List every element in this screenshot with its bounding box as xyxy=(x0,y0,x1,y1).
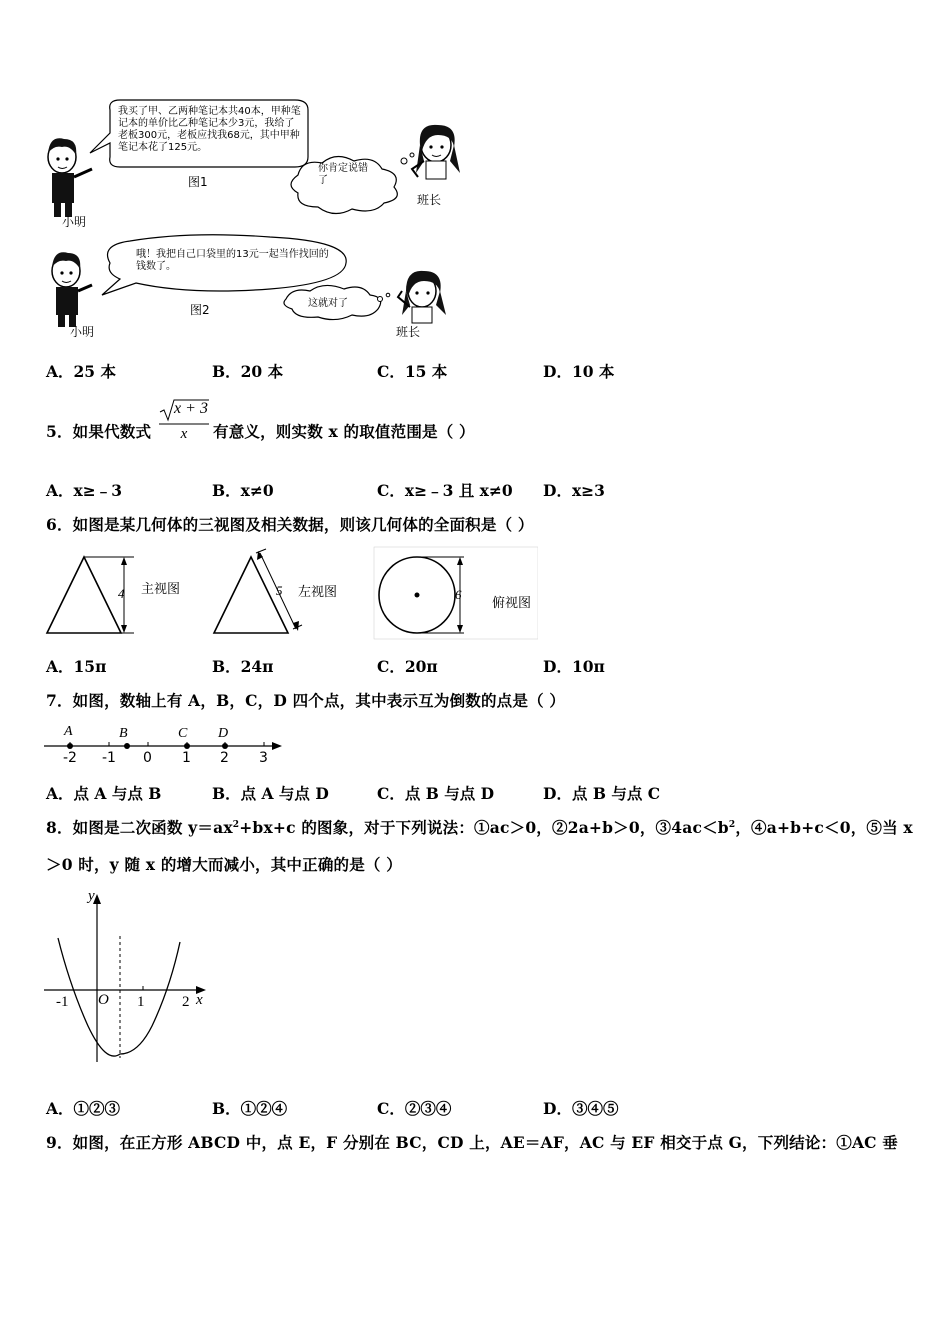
point-b-label: B xyxy=(119,726,128,741)
q5-denominator: x xyxy=(180,426,188,442)
q7-option-d: D．点 B 与点 C xyxy=(543,784,661,803)
tick-label: 2 xyxy=(220,750,229,766)
q5-option-d: D．x≥3 xyxy=(543,481,605,500)
q5-option-b: B．x≠0 xyxy=(212,481,274,500)
q8-option-a: A．①②③ xyxy=(46,1099,121,1118)
q5-numerator: x + 3 xyxy=(174,400,208,417)
top-dim-label: 6 xyxy=(455,587,462,602)
q8-line1-b: +bx+c 的图象，对于下列说法：①ac＞0，②2a+b＞0，③4ac＜b xyxy=(239,818,729,837)
q8-parabola-graph xyxy=(40,886,220,1066)
left-view-label: 左视图 xyxy=(298,585,338,600)
q8-option-d: D．③④⑤ xyxy=(543,1099,619,1118)
q6-three-views xyxy=(44,545,538,641)
q5-option-a: A．x≥﹣3 xyxy=(46,481,123,500)
q5-prefix: 5．如果代数式 xyxy=(46,422,152,441)
q5-option-c: C．x≥﹣3 且 x≠0 xyxy=(377,481,513,500)
parabola-drawing xyxy=(40,886,220,1066)
q4-option-a: A．25 本 xyxy=(46,362,116,381)
fig2-monitor-name: 班长 xyxy=(396,325,421,339)
fig1-xiaoming-speech: 我买了甲、乙两种笔记本共40本，甲种笔记本的单价比乙种笔记本少3元，我给了老板300元，老板应找我68元，其中甲种笔记本花了125元。 xyxy=(118,106,301,153)
fig2-xiaoming-name: 小明 xyxy=(70,325,95,339)
front-view-label: 主视图 xyxy=(141,582,181,597)
tick-label: 1 xyxy=(137,994,145,1010)
point-d-label: D xyxy=(218,726,229,741)
x-axis-label: x xyxy=(196,992,203,1008)
q4-option-d: D．10 本 xyxy=(543,362,615,381)
q6-option-d: D．10π xyxy=(543,657,605,676)
tick-label: 1 xyxy=(182,750,191,766)
q8-line1-c: ，④a+b+c＜0，⑤当 x xyxy=(735,818,913,837)
q8-line1-a: 8．如图是二次函数 y＝ax xyxy=(46,818,233,837)
q6-option-c: C．20π xyxy=(377,657,438,676)
tick-label: 3 xyxy=(259,750,268,766)
q7-option-a: A．点 A 与点 B xyxy=(46,784,162,803)
left-dim-label: 5 xyxy=(276,583,283,598)
tick-label: 2 xyxy=(182,994,190,1010)
y-axis-label: y xyxy=(88,888,95,904)
point-a-label: A xyxy=(64,724,73,739)
q8-sup-1: 2 xyxy=(232,819,240,830)
q5-fraction xyxy=(157,396,211,446)
q9-stem: 9．如图，在正方形 ABCD 中，点 E，F 分别在 BC，CD 上，AE＝AF，AC 与 EF 相交于点 G，下列结论：①AC 垂 xyxy=(46,1133,899,1152)
q6-option-a: A．15π xyxy=(46,657,107,676)
left-view-triangle xyxy=(214,549,302,633)
fig2-monitor-speech: 这就对了 xyxy=(308,298,348,309)
q8-option-c: C．②③④ xyxy=(377,1099,452,1118)
tick-label: -1 xyxy=(56,994,69,1010)
tick-label: -1 xyxy=(102,750,116,766)
fig2-caption: 图2 xyxy=(190,303,210,317)
fig2-xiaoming-speech: 哦！我把自己口袋里的13元一起当作找回的钱数了。 xyxy=(136,249,329,272)
comic-figure xyxy=(40,95,470,345)
q8-line2: ＞0 时，y 随 x 的增大而减小，其中正确的是（ ） xyxy=(46,855,402,874)
q7-option-b: B．点 A 与点 D xyxy=(212,784,329,803)
fig1-monitor-speech: 你肯定说错了 xyxy=(318,163,368,186)
monitor-figure-2 xyxy=(398,271,446,323)
q8-option-b: B．①②④ xyxy=(212,1099,288,1118)
q8-line1 xyxy=(46,816,913,838)
fig1-monitor-name: 班长 xyxy=(417,193,442,207)
q5-suffix: 有意义，则实数 x 的取值范围是（ ） xyxy=(213,422,475,441)
point-c-label: C xyxy=(178,726,188,741)
fig1-caption: 图1 xyxy=(188,175,208,189)
top-view-label: 俯视图 xyxy=(492,596,532,611)
fig1-xiaoming-name: 小明 xyxy=(62,215,87,229)
tick-label: -2 xyxy=(63,750,77,766)
q8-sup-2: 2 xyxy=(728,819,736,830)
q4-option-b: B．20 本 xyxy=(212,362,284,381)
front-dim-label: 4 xyxy=(118,586,125,601)
xiaoming-figure-2 xyxy=(52,252,92,327)
xiaoming-figure-1 xyxy=(48,138,92,217)
q4-option-c: C．15 本 xyxy=(377,362,448,381)
monitor-figure-1 xyxy=(412,125,460,179)
q6-stem: 6．如图是某几何体的三视图及相关数据，则该几何体的全面积是（ ） xyxy=(46,515,534,534)
q7-stem: 7．如图，数轴上有 A，B，C，D 四个点，其中表示互为倒数的点是（ ） xyxy=(46,691,566,710)
number-line-drawing xyxy=(42,722,286,770)
tick-label: 0 xyxy=(143,750,152,766)
origin-label: O xyxy=(98,992,109,1008)
q7-number-line xyxy=(42,722,286,770)
q7-option-c: C．点 B 与点 D xyxy=(377,784,495,803)
q6-option-b: B．24π xyxy=(212,657,274,676)
